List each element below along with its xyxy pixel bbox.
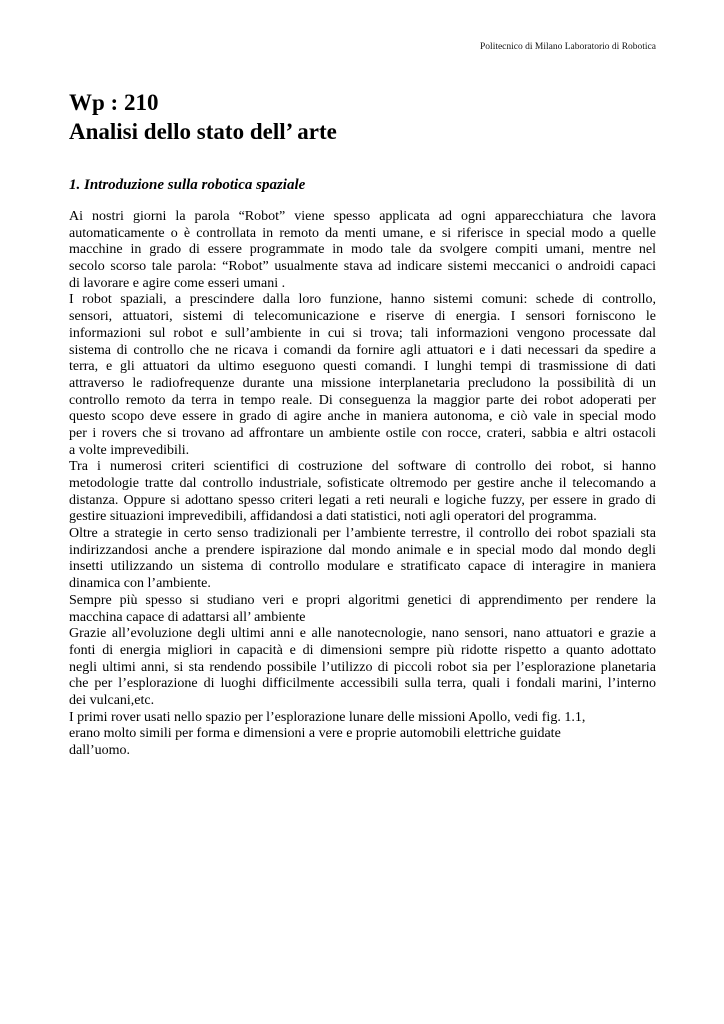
body-line: di lavorare e agire come esseri umani . bbox=[69, 275, 286, 291]
body-line: I primi rover usati nello spazio per l’esplorazione lunare delle missioni Apollo, vedi fig. 1.1, bbox=[69, 709, 586, 725]
body-line: che per l’esplorazione di luoghi difficilmente accessibili sulla terra, quali i fondali marini, l’interno bbox=[69, 676, 656, 692]
title-line-1: Wp : 210 bbox=[69, 90, 159, 115]
body-line: macchina capace di adattarsi all’ ambiente bbox=[69, 609, 306, 625]
body-line: Oltre a strategie in certo senso tradizionali per l’ambiente terrestre, il controllo dei robot spaziali sta bbox=[69, 526, 656, 542]
body-line: informazioni sul robot e sull’ambiente in cui si trova; tali informazioni vengono processate dal bbox=[69, 325, 656, 341]
title-line-2: Analisi dello stato dell’ arte bbox=[69, 119, 337, 144]
body-line: automaticamente o è controllata in remoto da menti umane, e si riferisce in special modo a quelle bbox=[69, 225, 656, 241]
body-line: terra, e gli attuatori da ultimo eseguono questi comandi. I lunghi tempi di trasmissione di dati bbox=[69, 359, 656, 375]
body-line: negli ultimi anni, si sta rendendo possibile l’utilizzo di piccoli robot sia per l’esplorazione planetaria bbox=[69, 659, 656, 675]
body-line: Sempre più spesso si studiano veri e propri algoritmi genetici di apprendimento per rendere la bbox=[69, 592, 656, 608]
body-line: Ai nostri giorni la parola “Robot” viene spesso applicata ad ogni apparecchiatura che lavora bbox=[69, 209, 656, 224]
body-line: dinamica con l’ambiente. bbox=[69, 576, 211, 592]
body-text bbox=[69, 209, 656, 760]
body-line: per i rovers che si trovano ad affrontare un ambiente ostile con rocce, crateri, sabbia e altri ostacoli bbox=[69, 425, 656, 441]
body-line: attraverso le radiofrequenze durante una missione interplanetaria precludono la possibilità di un bbox=[69, 375, 656, 391]
body-line: I robot spaziali, a prescindere dalla loro funzione, hanno sistemi comuni: schede di controllo, bbox=[69, 292, 656, 308]
body-line: indirizzandosi anche a prendere ispirazione dal mondo animale e in special modo dal mondo degli bbox=[69, 542, 656, 558]
body-line: dall’uomo. bbox=[69, 743, 131, 758]
section-heading: 1. Introduzione sulla robotica spaziale bbox=[69, 177, 306, 193]
body-line: secolo scorso tale parola: “Robot” usualmente stava ad indicare sistemi meccanici o androidi capaci bbox=[69, 259, 656, 275]
body-line: a volte imprevedibili. bbox=[69, 442, 190, 458]
body-line: questo scopo deve essere in grado di agire anche in maniera autonoma, e ciò vale in special modo bbox=[69, 409, 656, 425]
page-header: Politecnico di Milano Laboratorio di Robotica bbox=[480, 42, 656, 52]
body-line: sistema di controllo che ne ricava i comandi da fornire agli attuatori e i dati necessari da spedire a bbox=[69, 342, 656, 358]
body-line: distanza. Oppure si adottano spesso criteri legati a reti neurali e logiche fuzzy, per essere in grado di bbox=[69, 492, 656, 508]
body-line: insetti utilizzando un sistema di controllo modulare e stratificato capace di interagire in maniera bbox=[69, 559, 656, 575]
body-line: gestire situazioni imprevedibili, affidandosi a dati statistici, noti agli operatori del programma. bbox=[69, 509, 597, 525]
body-line: erano molto simili per forma e dimensioni a vere e proprie automobili elettriche guidate bbox=[69, 726, 561, 742]
body-line: dei vulcani,etc. bbox=[69, 692, 155, 708]
body-line: Grazie all’evoluzione degli ultimi anni e alle nanotecnologie, nano sensori, nano attuatori e grazie a bbox=[69, 626, 656, 642]
body-line: macchine in grado di essere programmate in modo tale da svolgere compiti umani, mentre nel bbox=[69, 242, 656, 258]
body-line: controllo remoto da terra in tempo reale. Di conseguenza la maggior parte dei robot adoperati per bbox=[69, 392, 656, 408]
document-title bbox=[69, 88, 669, 146]
body-line: fonti di energia migliori in capacità e di dimensioni sempre più ridotte rispetto a quanto adottato bbox=[69, 642, 656, 658]
body-line: Tra i numerosi criteri scientifici di costruzione del software di controllo dei robot, si hanno bbox=[69, 459, 656, 475]
body-line: sensori, attuatori, sistemi di telecomunicazione e riserve di energia. I sensori forniscono le bbox=[69, 309, 656, 325]
body-line: metodologie tratte dal controllo industriale, sofisticate oltremodo per gestire anche il telecomando a bbox=[69, 476, 656, 491]
